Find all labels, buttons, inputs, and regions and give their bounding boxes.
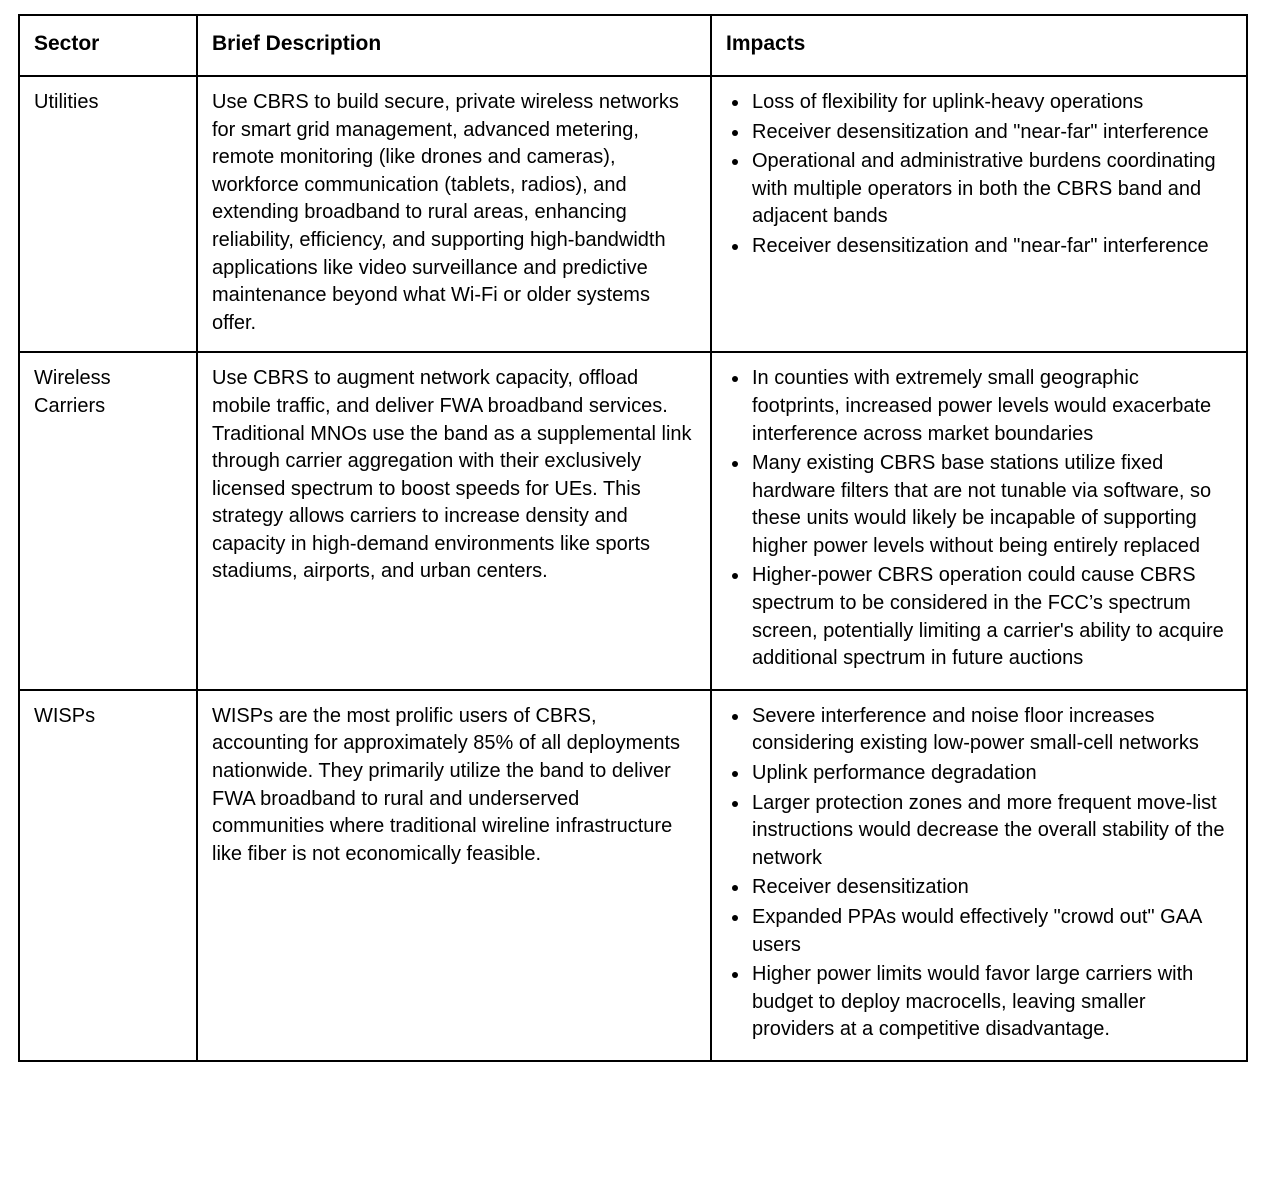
sector-cell: Utilities	[19, 76, 197, 352]
header-description: Brief Description	[197, 15, 711, 76]
impact-item: • Receiver desensitization and "near-far" interference	[750, 233, 1232, 261]
table-row	[19, 690, 1247, 1061]
impact-item: • Uplink performance degradation	[750, 760, 1232, 788]
impact-item: • Many existing CBRS base stations utilize fixed hardware filters that are not tunable via software, so these units would likely be incapable of supporting higher power levels without being entirely replaced	[750, 450, 1232, 560]
impact-item: • Receiver desensitization	[750, 874, 1232, 902]
impacts-list	[726, 703, 1232, 1044]
impact-item: • Severe interference and noise floor increases considering existing low-power small-cell networks	[750, 703, 1232, 758]
sector-impacts-table	[18, 14, 1248, 1062]
description-cell: Use CBRS to build secure, private wireless networks for smart grid management, advanced metering, remote monitoring (like drones and cameras), workforce communication (tablets, radios), and extending broadband to rural areas, enhancing reliability, efficiency, and supporting high-bandwidth applications like video surveillance and predictive maintenance beyond what Wi-Fi or older systems offer.	[197, 76, 711, 352]
table-row	[19, 352, 1247, 690]
table-header-row	[19, 15, 1247, 76]
sector-cell: Wireless Carriers	[19, 352, 197, 690]
sector-cell: WISPs	[19, 690, 197, 1061]
description-cell: WISPs are the most prolific users of CBRS, accounting for approximately 85% of all deployments nationwide. They primarily utilize the band to deliver FWA broadband to rural and underserved communities where traditional wireline infrastructure like fiber is not economically feasible.	[197, 690, 711, 1061]
description-cell: Use CBRS to augment network capacity, offload mobile traffic, and deliver FWA broadband services. Traditional MNOs use the band as a supplemental link through carrier aggregation with their exclusively licensed spectrum to boost speeds for UEs. This strategy allows carriers to increase density and capacity in high-demand environments like sports stadiums, airports, and urban centers.	[197, 352, 711, 690]
impacts-cell	[711, 352, 1247, 690]
impact-item: • Higher-power CBRS operation could cause CBRS spectrum to be considered in the FCC’s spectrum screen, potentially limiting a carrier's ability to acquire additional spectrum in future auctions	[750, 562, 1232, 672]
impact-item: • Larger protection zones and more frequent move-list instructions would decrease the overall stability of the network	[750, 790, 1232, 873]
table-row	[19, 76, 1247, 352]
impacts-list	[726, 89, 1232, 261]
header-impacts: Impacts	[711, 15, 1247, 76]
impacts-cell	[711, 690, 1247, 1061]
impacts-cell	[711, 76, 1247, 352]
impact-item: • Expanded PPAs would effectively "crowd out" GAA users	[750, 904, 1232, 959]
impact-item: • Operational and administrative burdens coordinating with multiple operators in both the CBRS band and adjacent bands	[750, 148, 1232, 231]
impacts-list	[726, 365, 1232, 673]
impact-item: • Loss of flexibility for uplink-heavy operations	[750, 89, 1232, 117]
impact-item: • In counties with extremely small geographic footprints, increased power levels would exacerbate interference across market boundaries	[750, 365, 1232, 448]
header-sector: Sector	[19, 15, 197, 76]
impact-item: • Receiver desensitization and "near-far" interference	[750, 119, 1232, 147]
impact-item: • Higher power limits would favor large carriers with budget to deploy macrocells, leaving smaller providers at a competitive disadvantage.	[750, 961, 1232, 1044]
